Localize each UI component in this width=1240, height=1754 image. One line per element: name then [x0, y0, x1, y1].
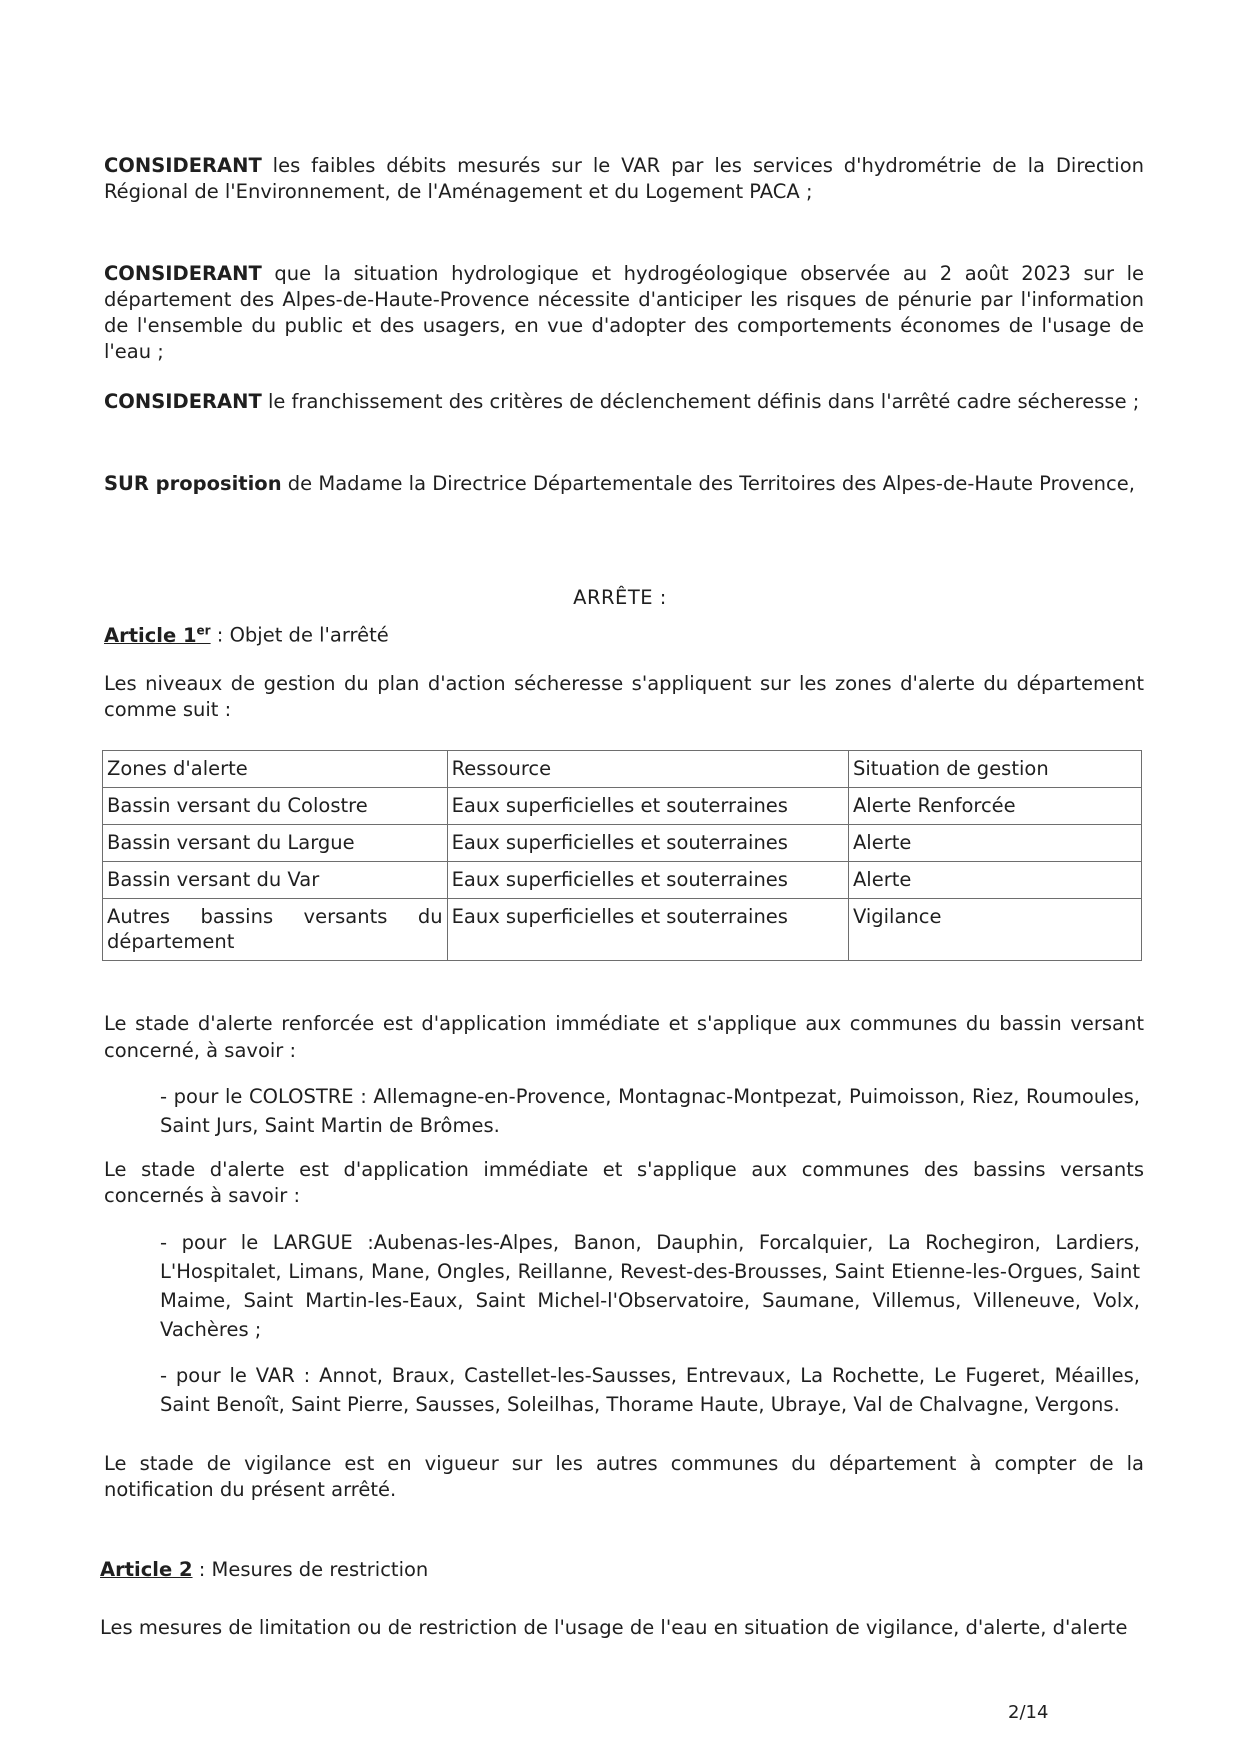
table-cell: Alerte	[848, 862, 1141, 899]
table-cell: Eaux superficielles et souterraines	[447, 825, 848, 862]
table-header-cell: Ressource	[447, 751, 848, 788]
table-cell: Eaux superficielles et souterraines	[447, 899, 848, 961]
considerant-paragraph-2	[104, 261, 1144, 365]
proposition-keyword: SUR proposition	[104, 472, 282, 495]
largue-communes-item: - pour le LARGUE :Aubenas-les-Alpes, Banon, Dauphin, Forcalquier, La Rochegiron, Lardiers, L'Hospitalet, Limans, Mane, Ongles, Reillanne, Revest-des-Brousses, Saint Etienne-les-Orgues, Saint Maime, Saint Martin-les-Eaux, Saint Michel-l'Observatoire, Saumane, Villemus, Villeneuve, Volx, Vachères ;	[160, 1231, 1140, 1341]
article-1-title: : Objet de l'arrêté	[210, 623, 389, 647]
arrete-title: ARRÊTE :	[573, 586, 667, 609]
var-communes-item: - pour le VAR : Annot, Braux, Castellet-les-Sausses, Entrevaux, La Rochette, Le Fugeret, Méailles, Saint Benoît, Saint Pierre, Sausses, Soleilhas, Thorame Haute, Ubraye, Val de Chalvagne, Vergons.	[160, 1364, 1140, 1416]
table-cell: Bassin versant du Var	[103, 862, 448, 899]
article-2-text: Les mesures de limitation ou de restriction de l'usage de l'eau en situation de vigilance, d'alerte, d'alerte	[100, 1616, 1128, 1639]
colostre-communes-item: - pour le COLOSTRE : Allemagne-en-Provence, Montagnac-Montpezat, Puimoisson, Riez, Roumoules, Saint Jurs, Saint Martin de Brômes.	[160, 1085, 1140, 1137]
page-number: 2/14	[1008, 1702, 1049, 1723]
table-cell: Bassin versant du Largue	[103, 825, 448, 862]
alerte-intro: Le stade d'alerte est d'application immédiate et s'applique aux communes des bassins versants concernés à savoir :	[104, 1158, 1144, 1207]
article-2-heading	[100, 1557, 428, 1583]
paragraph-text: que la situation hydrologique et hydrogéologique observée au 2 août 2023 sur le département des Alpes-de-Haute-Provence nécessite d'anticiper les risques de pénurie par l'information de l'ensemble du public et des usagers, en vue d'adopter des comportements économes de l'usage de l'eau ;	[104, 262, 1144, 363]
alert-zones-table	[102, 750, 1142, 961]
considerant-keyword: CONSIDERANT	[104, 154, 262, 177]
considerant-keyword: CONSIDERANT	[104, 390, 262, 413]
considerant-paragraph-1	[104, 153, 1144, 205]
table-cell: Eaux superficielles et souterraines	[447, 788, 848, 825]
table-cell: Alerte Renforcée	[848, 788, 1141, 825]
proposition-paragraph	[104, 471, 1144, 497]
article-2-label: Article 2	[100, 1558, 193, 1581]
table-cell: Autres bassins versants du département	[103, 899, 448, 961]
table-header-row	[103, 751, 1142, 788]
article-1-label	[104, 624, 211, 647]
table-cell: Eaux superficielles et souterraines	[447, 862, 848, 899]
table-row	[103, 788, 1142, 825]
table-cell: Bassin versant du Colostre	[103, 788, 448, 825]
renforcee-intro: Le stade d'alerte renforcée est d'application immédiate et s'applique aux communes du bassin versant concerné, à savoir :	[104, 1012, 1144, 1062]
table-row	[103, 862, 1142, 899]
table-cell: Vigilance	[848, 899, 1141, 961]
article-1-sup: er	[196, 623, 211, 637]
vigilance-paragraph: Le stade de vigilance est en vigueur sur les autres communes du département à compter de la notification du présent arrêté.	[104, 1452, 1144, 1501]
paragraph-text: de Madame la Directrice Départementale des Territoires des Alpes-de-Haute Provence,	[281, 472, 1135, 495]
article-1-heading	[104, 617, 389, 649]
table-row	[103, 899, 1142, 961]
considerant-keyword: CONSIDERANT	[104, 262, 262, 285]
article-1-label-text: Article 1	[104, 623, 197, 647]
paragraph-text: les faibles débits mesurés sur le VAR par les services d'hydrométrie de la Direction Régional de l'Environnement, de l'Aménagement et du Logement PACA ;	[104, 154, 1144, 203]
paragraph-text: le franchissement des critères de déclenchement définis dans l'arrêté cadre sécheresse ;	[261, 390, 1140, 413]
considerant-paragraph-3	[104, 389, 1144, 415]
article-2-title: : Mesures de restriction	[192, 1558, 429, 1581]
table-row	[103, 825, 1142, 862]
table-header-cell: Zones d'alerte	[103, 751, 448, 788]
table-header-cell: Situation de gestion	[848, 751, 1141, 788]
table-cell: Alerte	[848, 825, 1141, 862]
article-1-intro: Les niveaux de gestion du plan d'action sécheresse s'appliquent sur les zones d'alerte du département comme suit :	[104, 672, 1144, 721]
